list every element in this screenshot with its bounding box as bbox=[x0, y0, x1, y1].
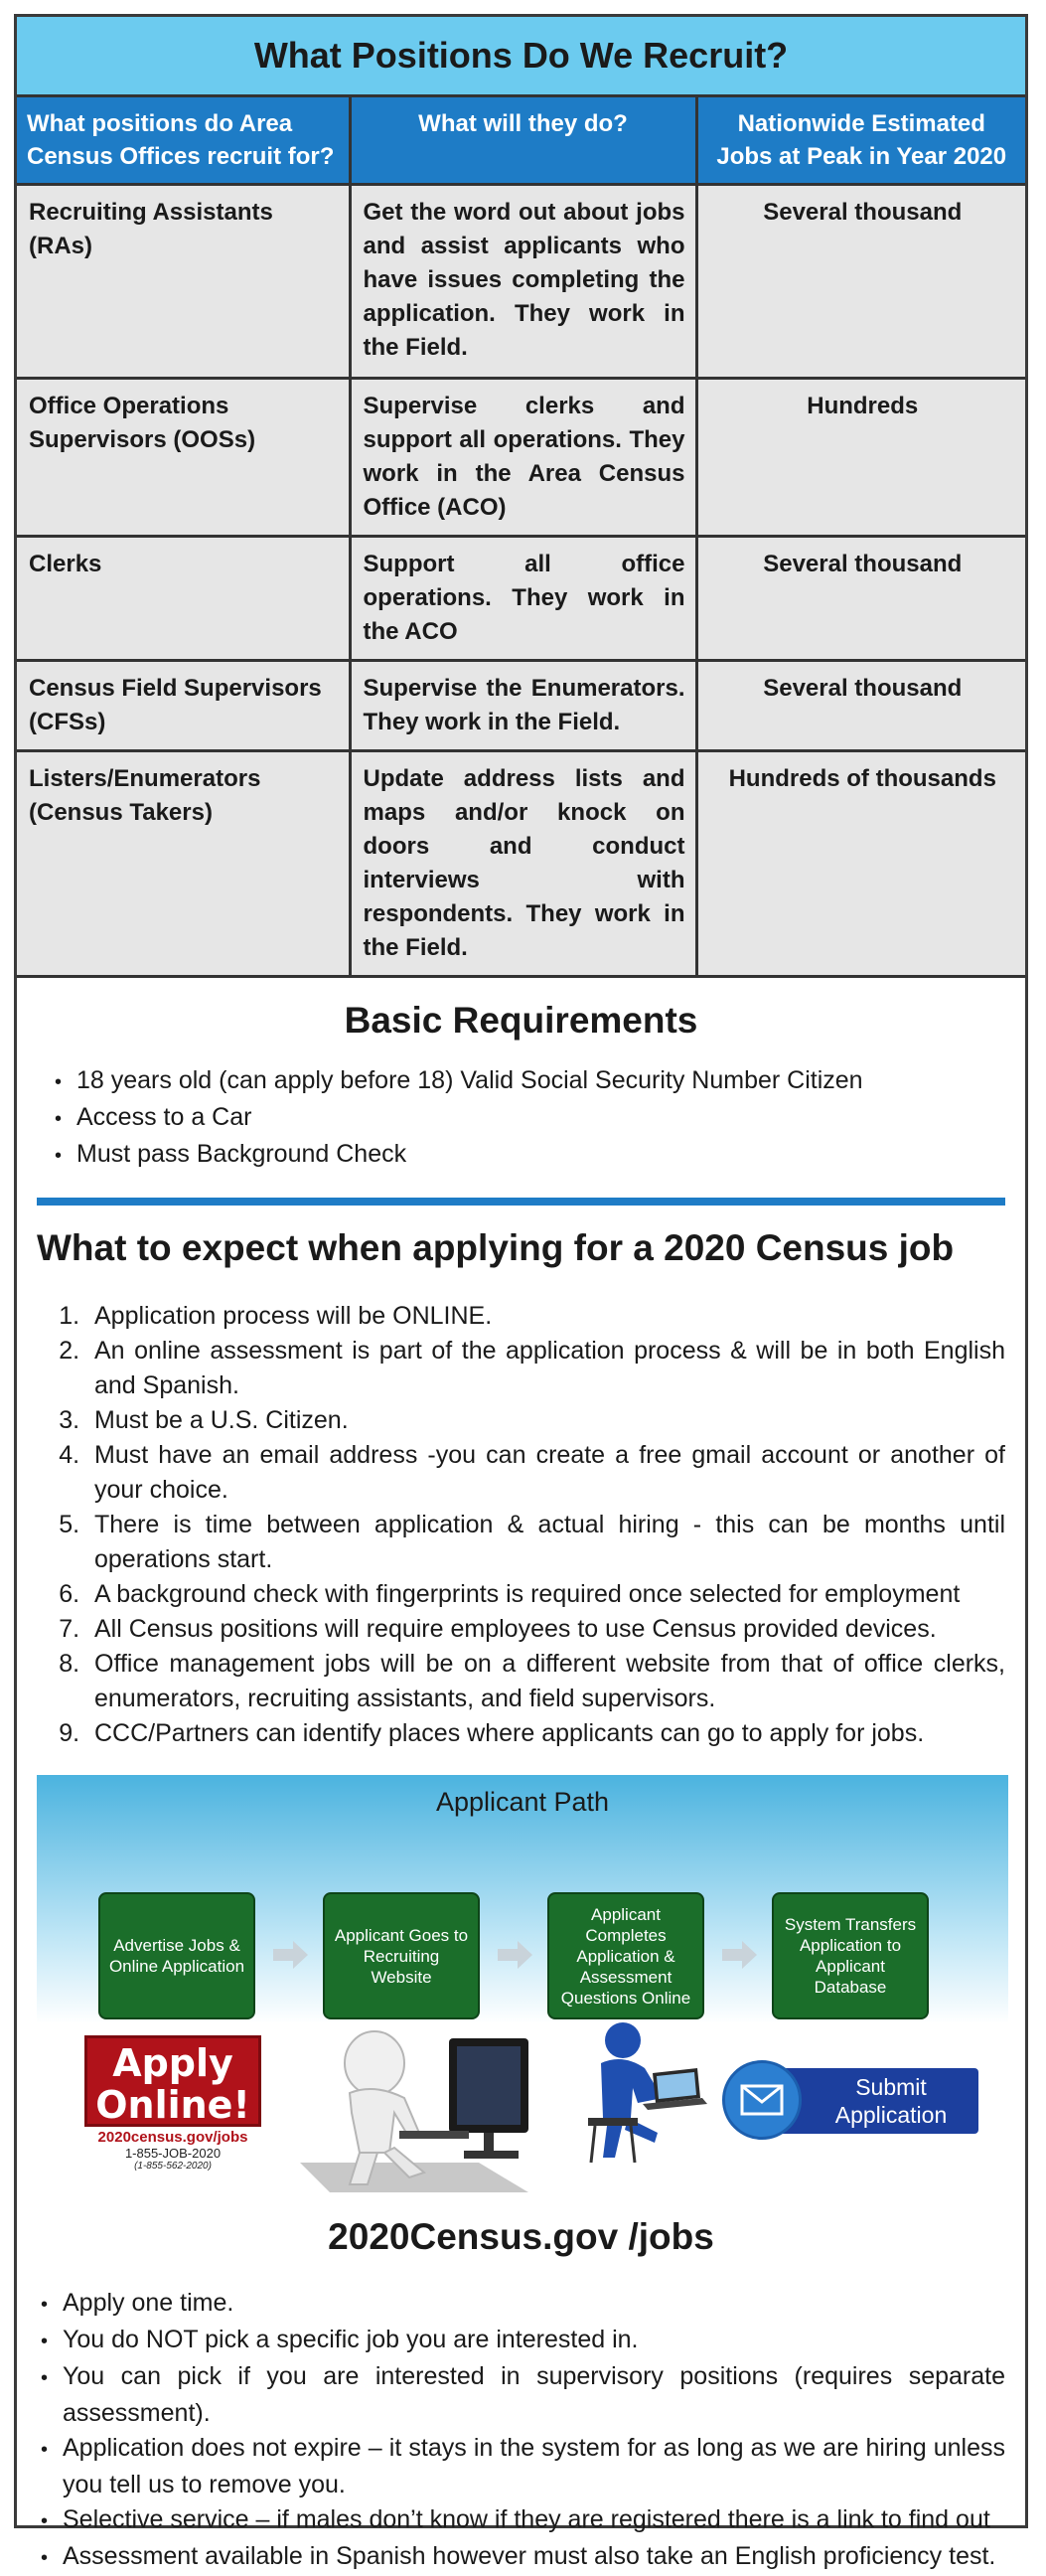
list-item: • You can pick if you are interested in supervisory positions (requires separate assessment). bbox=[63, 2359, 1005, 2431]
path-step: Advertise Jobs & Online Application bbox=[98, 1892, 255, 2019]
list-item: • You do NOT pick a specific job you are interested in. bbox=[63, 2323, 1005, 2359]
list-item: 6. A background check with fingerprints is required once selected for employment bbox=[86, 1577, 1005, 1612]
duties-cell: Supervise clerks and support all operations. They work in the Area Census Office (ACO) bbox=[350, 379, 696, 537]
position-cell: Clerks bbox=[17, 537, 350, 661]
arrow-right-icon bbox=[273, 1940, 309, 1970]
section-divider bbox=[37, 1198, 1005, 1206]
jobs-cell: Several thousand bbox=[696, 661, 1025, 751]
list-item: 7. All Census positions will require employees to use Census provided devices. bbox=[86, 1612, 1005, 1647]
applicant-path-title: Applicant Path bbox=[435, 1787, 610, 1817]
list-item: 8. Office management jobs will be on a different website from that of office clerks, enumerators, recruiting assistants, and field supervisors. bbox=[86, 1647, 1005, 1716]
table-row bbox=[17, 751, 1025, 977]
requirements-list bbox=[76, 1063, 1025, 1174]
apply-online-banner bbox=[84, 2035, 261, 2127]
apply-phone: 1-855-JOB-2020 bbox=[124, 2146, 222, 2161]
envelope-icon bbox=[740, 2084, 784, 2116]
figure-at-computer-icon bbox=[290, 2013, 558, 2197]
position-cell: Census Field Supervisors (CFSs) bbox=[17, 661, 350, 751]
jobs-cell: Hundreds of thousands bbox=[696, 751, 1025, 977]
table-header-row bbox=[17, 97, 1025, 185]
submit-application-label: Submit Application bbox=[772, 2068, 978, 2134]
header-position: What positions do Area Census Offices recruit for? bbox=[17, 97, 350, 185]
recruit-title: What Positions Do We Recruit? bbox=[253, 35, 789, 76]
duties-cell: Supervise the Enumerators. They work in the Field. bbox=[350, 661, 696, 751]
jobs-cell: Several thousand bbox=[696, 537, 1025, 661]
list-item: • 18 years old (can apply before 18) Valid Social Security Number Citizen bbox=[76, 1063, 1025, 1100]
position-cell: Recruiting Assistants (RAs) bbox=[17, 185, 350, 379]
list-item: 5. There is time between application & actual hiring - this can be months until operations start. bbox=[86, 1508, 1005, 1577]
path-step: Applicant Completes Application & Assessment Questions Online bbox=[547, 1892, 704, 2019]
expect-list bbox=[86, 1299, 1005, 1751]
apply-line1: Apply bbox=[112, 2041, 233, 2085]
duties-cell: Update address lists and maps and/or knock on doors and conduct interviews with respondents. They work in the Field. bbox=[350, 751, 696, 977]
list-item: • Selective service – if males don’t know if they are registered there is a link to find out bbox=[63, 2502, 1005, 2539]
apply-phone-numeric: (1-855-562-2020) bbox=[134, 2161, 212, 2172]
expect-title: What to expect when applying for a 2020 Census job bbox=[37, 1227, 955, 1268]
list-item: • Access to a Car bbox=[76, 1100, 1025, 1137]
jobs-cell: Hundreds bbox=[696, 379, 1025, 537]
duties-cell: Get the word out about jobs and assist applicants who have issues completing the application. They work in the Field. bbox=[350, 185, 696, 379]
header-jobs: Nationwide Estimated Jobs at Peak in Year 2020 bbox=[696, 97, 1025, 185]
path-step: System Transfers Application to Applicant Database bbox=[772, 1892, 929, 2019]
arrow-right-icon bbox=[498, 1940, 533, 1970]
apply-online-badge bbox=[84, 2035, 261, 2179]
positions-table bbox=[17, 97, 1025, 978]
requirements-title: Basic Requirements bbox=[344, 1000, 698, 1041]
list-item: 4. Must have an email address -you can create a free gmail account or another of your choice. bbox=[86, 1438, 1005, 1508]
list-item: • Must pass Background Check bbox=[76, 1137, 1025, 1174]
table-row bbox=[17, 379, 1025, 537]
list-item: • Application does not expire – it stays in the system for as long as we are hiring unless you tell us to remove you. bbox=[63, 2431, 1005, 2502]
flyer-page bbox=[14, 14, 1028, 2570]
path-step: Applicant Goes to Recruiting Website bbox=[323, 1892, 480, 2019]
list-item: 9. CCC/Partners can identify places where applicants can go to apply for jobs. bbox=[86, 1716, 1005, 1751]
jobs-cell: Several thousand bbox=[696, 185, 1025, 379]
jobs-site-list bbox=[63, 2286, 1005, 2576]
position-cell: Listers/Enumerators (Census Takers) bbox=[17, 751, 350, 977]
list-item: 3. Must be a U.S. Citizen. bbox=[86, 1403, 1005, 1438]
position-cell: Office Operations Supervisors (OOSs) bbox=[17, 379, 350, 537]
table-row bbox=[17, 661, 1025, 751]
list-item: • Assessment available in Spanish however must also take an English proficiency test. bbox=[63, 2539, 1005, 2576]
table-row bbox=[17, 185, 1025, 379]
recruit-title-bar bbox=[17, 17, 1025, 97]
apply-url: 2020census.gov/jobs bbox=[97, 2129, 248, 2146]
list-item: • Apply one time. bbox=[63, 2286, 1005, 2323]
arrow-right-icon bbox=[722, 1940, 758, 1970]
list-item: 2. An online assessment is part of the application process & will be in both English and Spanish. bbox=[86, 1334, 1005, 1403]
header-duties: What will they do? bbox=[350, 97, 696, 185]
list-item: 1. Application process will be ONLINE. bbox=[86, 1299, 1005, 1334]
duties-cell: Support all office operations. They work in the ACO bbox=[350, 537, 696, 661]
applicant-path-graphic bbox=[37, 1775, 1008, 2202]
table-row bbox=[17, 537, 1025, 661]
person-at-laptop-icon bbox=[583, 2018, 712, 2168]
jobs-site-title: 2020Census.gov /jobs bbox=[328, 2216, 714, 2257]
submit-application-badge bbox=[722, 2060, 978, 2140]
apply-line2: Online! bbox=[95, 2083, 250, 2127]
